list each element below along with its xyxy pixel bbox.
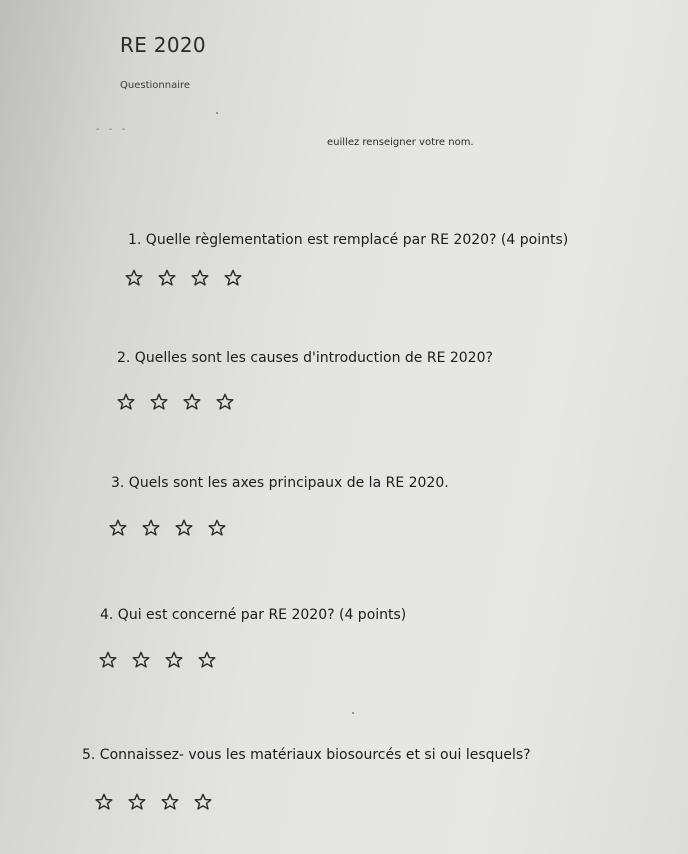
star-outline-icon[interactable] — [157, 268, 177, 288]
star-outline-icon[interactable] — [197, 650, 217, 670]
paper-speck — [216, 112, 218, 114]
star-rating-2[interactable] — [116, 392, 235, 412]
star-outline-icon[interactable] — [215, 392, 235, 412]
star-rating-4[interactable] — [98, 650, 217, 670]
star-rating-1[interactable] — [124, 268, 243, 288]
star-rating-3[interactable] — [108, 518, 227, 538]
star-outline-icon[interactable] — [149, 392, 169, 412]
star-outline-icon[interactable] — [116, 392, 136, 412]
name-prompt: euillez renseigner votre nom. — [327, 137, 474, 148]
question-1: 1. Quelle règlementation est remplacé par RE 2020? (4 points) — [128, 232, 569, 248]
star-outline-icon[interactable] — [182, 392, 202, 412]
star-outline-icon[interactable] — [193, 792, 213, 812]
question-3: 3. Quels sont les axes principaux de la RE 2020. — [111, 475, 449, 491]
page-subtitle: Questionnaire — [120, 80, 191, 91]
star-outline-icon[interactable] — [131, 650, 151, 670]
star-outline-icon[interactable] — [127, 792, 147, 812]
paper-speck — [352, 712, 354, 714]
page-title: RE 2020 — [120, 33, 206, 57]
question-5: 5. Connaissez- vous les matériaux biosourcés et si oui lesquels? — [82, 747, 531, 763]
star-outline-icon[interactable] — [124, 268, 144, 288]
star-outline-icon[interactable] — [174, 518, 194, 538]
star-outline-icon[interactable] — [160, 792, 180, 812]
question-2: 2. Quelles sont les causes d'introduction de RE 2020? — [117, 350, 493, 366]
star-outline-icon[interactable] — [141, 518, 161, 538]
question-4: 4. Qui est concerné par RE 2020? (4 points) — [100, 607, 407, 623]
star-outline-icon[interactable] — [108, 518, 128, 538]
star-outline-icon[interactable] — [223, 268, 243, 288]
dash-marks: - - - — [96, 124, 129, 135]
star-outline-icon[interactable] — [98, 650, 118, 670]
star-rating-5[interactable] — [94, 792, 213, 812]
star-outline-icon[interactable] — [190, 268, 210, 288]
star-outline-icon[interactable] — [164, 650, 184, 670]
star-outline-icon[interactable] — [94, 792, 114, 812]
star-outline-icon[interactable] — [207, 518, 227, 538]
